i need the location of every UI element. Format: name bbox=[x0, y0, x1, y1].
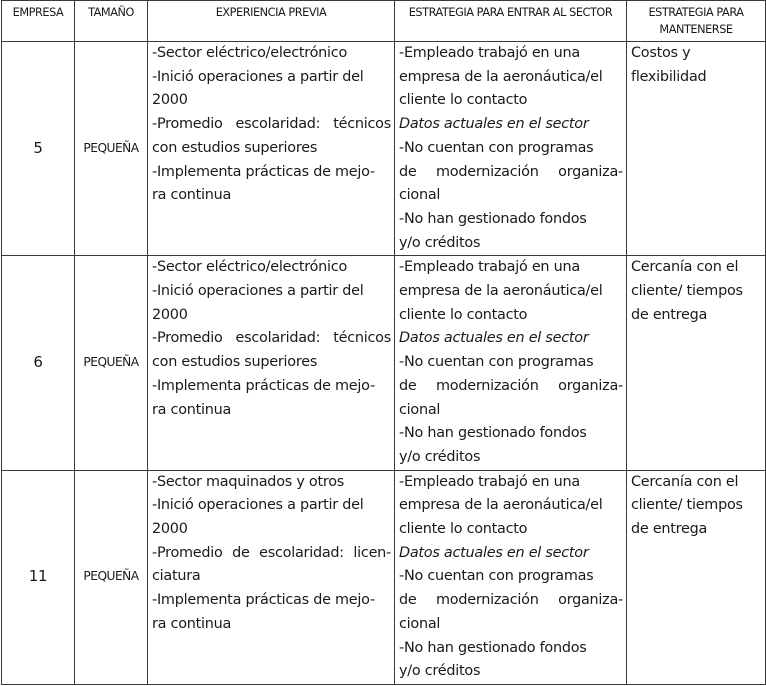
entrar-line: cional bbox=[399, 401, 441, 418]
experiencia-line: -Inició operaciones a partir del bbox=[152, 497, 364, 514]
mantenerse-line: flexibilidad bbox=[631, 68, 707, 85]
experiencia-line: ciatura bbox=[152, 568, 201, 585]
header-tamano: TAMAÑO bbox=[75, 1, 148, 42]
header-estrategia-entrar: ESTRATEGIA PARA ENTRAR AL SECTOR bbox=[395, 1, 627, 42]
entrar-line: cliente lo contacto bbox=[399, 306, 528, 323]
entrar-line: cional bbox=[399, 187, 441, 204]
experiencia-line: -Sector eléctrico/electrónico bbox=[152, 259, 348, 276]
mantenerse-line: Cercanía con el bbox=[631, 259, 739, 276]
strategy-table bbox=[1, 0, 766, 685]
mantenerse-line: cliente/ tiempos bbox=[631, 497, 743, 514]
entrar-line: y/o créditos bbox=[399, 234, 481, 251]
cell-estrategia-entrar bbox=[395, 470, 627, 684]
mantenerse-line: de entrega bbox=[631, 521, 708, 538]
table-row bbox=[2, 42, 766, 256]
experiencia-line: -Inició operaciones a partir del bbox=[152, 283, 364, 300]
cell-tamano: PEQUEÑA bbox=[75, 256, 148, 470]
experiencia-line: ra continua bbox=[152, 615, 232, 632]
cell-experiencia bbox=[148, 256, 395, 470]
entrar-line: -No han gestionado fondos bbox=[399, 639, 587, 656]
experiencia-line: -Implementa prácticas de mejo- bbox=[152, 377, 375, 394]
experiencia-line: con estudios superiores bbox=[152, 139, 318, 156]
experiencia-line: 2000 bbox=[152, 306, 188, 323]
entrar-line: empresa de la aeronáutica/el bbox=[399, 68, 603, 85]
entrar-line: -Empleado trabajó en una bbox=[399, 45, 580, 61]
experiencia-line: -Inició operaciones a partir del bbox=[152, 68, 364, 85]
cell-experiencia bbox=[148, 42, 395, 256]
experiencia-line: -Implementa prácticas de mejo- bbox=[152, 163, 375, 180]
mantenerse-line: de entrega bbox=[631, 306, 708, 323]
cell-empresa: 5 bbox=[2, 42, 75, 256]
entrar-line: cliente lo contacto bbox=[399, 92, 528, 109]
entrar-line: -Empleado trabajó en una bbox=[399, 259, 580, 276]
cell-estrategia-mantenerse bbox=[627, 256, 766, 470]
experiencia-line: ra continua bbox=[152, 401, 232, 418]
table-row bbox=[2, 256, 766, 470]
entrar-line: -No cuentan con programas bbox=[399, 354, 594, 371]
table-row bbox=[2, 470, 766, 684]
header-mantenerse-line: ESTRATEGIA PARA bbox=[648, 6, 744, 19]
experiencia-line: con estudios superiores bbox=[152, 354, 318, 371]
experiencia-line: -Promedio de escolaridad: licen- bbox=[152, 544, 391, 561]
entrar-line: cliente lo contacto bbox=[399, 521, 528, 538]
entrar-line: -No cuentan con programas bbox=[399, 568, 594, 585]
experiencia-line: 2000 bbox=[152, 521, 188, 538]
mantenerse-line: Costos y bbox=[631, 45, 691, 61]
entrar-line: empresa de la aeronáutica/el bbox=[399, 497, 603, 514]
cell-experiencia bbox=[148, 470, 395, 684]
experiencia-line: -Sector maquinados y otros bbox=[152, 473, 345, 490]
header-estrategia-mantenerse bbox=[627, 1, 766, 42]
entrar-line: y/o créditos bbox=[399, 448, 481, 465]
header-empresa: EMPRESA bbox=[2, 1, 75, 42]
entrar-line: y/o créditos bbox=[399, 663, 481, 680]
cell-empresa: 6 bbox=[2, 256, 75, 470]
header-row bbox=[2, 1, 766, 42]
header-experiencia: EXPERIENCIA PREVIA bbox=[148, 1, 395, 42]
entrar-line: empresa de la aeronáutica/el bbox=[399, 283, 603, 300]
mantenerse-line: Cercanía con el bbox=[631, 473, 739, 490]
entrar-line-italic: Datos actuales en el sector bbox=[399, 544, 589, 561]
experiencia-line: -Promedio escolaridad: técnicos bbox=[152, 116, 391, 133]
cell-estrategia-entrar bbox=[395, 42, 627, 256]
header-mantenerse-line: MANTENERSE bbox=[659, 23, 733, 36]
experiencia-line: -Implementa prácticas de mejo- bbox=[152, 592, 375, 609]
experiencia-line: ra continua bbox=[152, 187, 232, 204]
cell-tamano: PEQUEÑA bbox=[75, 42, 148, 256]
entrar-line: de modernización organiza- bbox=[399, 592, 623, 609]
entrar-line-italic: Datos actuales en el sector bbox=[399, 116, 589, 133]
cell-estrategia-mantenerse bbox=[627, 42, 766, 256]
experiencia-line: 2000 bbox=[152, 92, 188, 109]
entrar-line-italic: Datos actuales en el sector bbox=[399, 330, 589, 347]
entrar-line: de modernización organiza- bbox=[399, 163, 623, 180]
entrar-line: de modernización organiza- bbox=[399, 377, 623, 394]
experiencia-line: -Sector eléctrico/electrónico bbox=[152, 45, 348, 61]
cell-empresa: 11 bbox=[2, 470, 75, 684]
mantenerse-line: cliente/ tiempos bbox=[631, 283, 743, 300]
entrar-line: -No cuentan con programas bbox=[399, 139, 594, 156]
cell-tamano: PEQUEÑA bbox=[75, 470, 148, 684]
cell-estrategia-entrar bbox=[395, 256, 627, 470]
entrar-line: -No han gestionado fondos bbox=[399, 425, 587, 442]
entrar-line: -Empleado trabajó en una bbox=[399, 473, 580, 490]
entrar-line: cional bbox=[399, 615, 441, 632]
cell-estrategia-mantenerse bbox=[627, 470, 766, 684]
experiencia-line: -Promedio escolaridad: técnicos bbox=[152, 330, 391, 347]
entrar-line: -No han gestionado fondos bbox=[399, 210, 587, 227]
